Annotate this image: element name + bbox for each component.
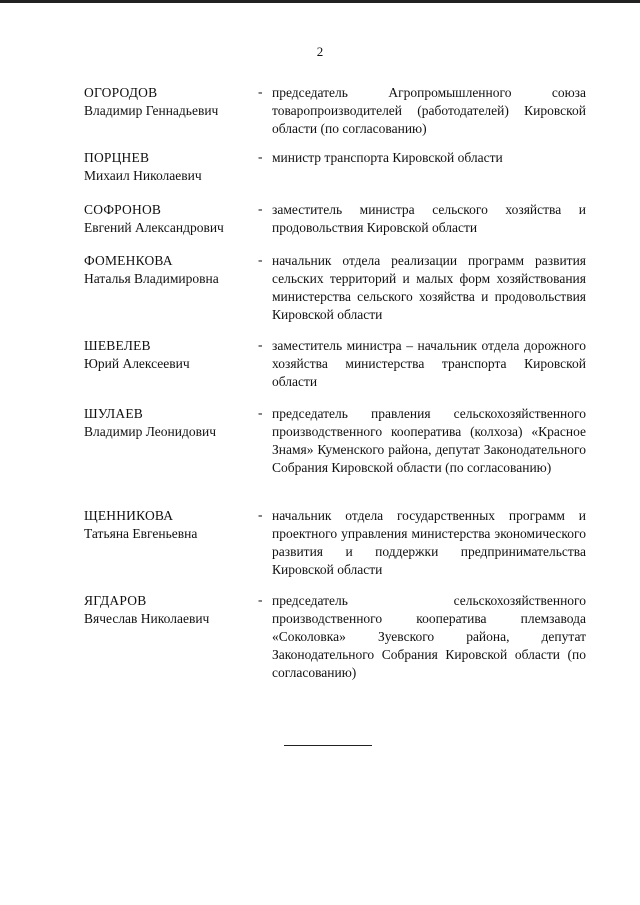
- member-name: [84, 592, 254, 628]
- separator-dash: -: [258, 149, 263, 164]
- closing-rule: [284, 745, 372, 746]
- member-role: заместитель министра – начальник отдела дорожного хозяйства министерства транспорта Кировской области: [272, 338, 586, 389]
- member-given-name: Юрий Алексеевич: [84, 356, 190, 371]
- member-role: председатель Агропромышленного союза товаропроизводителей (работодателей) Кировской области (по согласованию): [272, 85, 586, 136]
- member-role: начальник отдела реализации программ развития сельских территорий и малых форм хозяйствования министерства сельского хозяйства и продовольствия Кировской области: [272, 253, 586, 322]
- member-name: [84, 149, 254, 185]
- member-surname: ЩЕННИКОВА: [84, 508, 174, 523]
- top-border-rule: [0, 0, 640, 3]
- separator-dash: -: [258, 507, 263, 522]
- member-given-name: Владимир Геннадьевич: [84, 103, 219, 118]
- member-role: начальник отдела государственных программ и проектного управления министерства экономического развития и поддержки предпринимательства Кировской области: [272, 508, 586, 577]
- member-name: [84, 252, 254, 288]
- member-name: [84, 405, 254, 441]
- separator-dash: -: [258, 201, 263, 216]
- member-surname: ОГОРОДОВ: [84, 85, 158, 100]
- member-given-name: Татьяна Евгеньевна: [84, 526, 198, 541]
- member-role: председатель сельскохозяйственного производственного кооператива племзавода «Соколовка» Зуевского района, депутат Законодательного Собрания Кировской области (по согласованию): [272, 593, 586, 680]
- member-surname: ЯГДАРОВ: [84, 593, 147, 608]
- member-given-name: Владимир Леонидович: [84, 424, 216, 439]
- member-name: [84, 507, 254, 543]
- separator-dash: -: [258, 592, 263, 607]
- page-number: 2: [316, 44, 324, 59]
- member-name: [84, 84, 254, 120]
- member-given-name: Вячеслав Николаевич: [84, 611, 210, 626]
- member-surname: СОФРОНОВ: [84, 202, 162, 217]
- separator-dash: -: [258, 337, 263, 352]
- member-surname: ШЕВЕЛЕВ: [84, 338, 151, 353]
- member-name: [84, 201, 254, 237]
- member-role: министр транспорта Кировской области: [272, 150, 503, 165]
- member-role: заместитель министра сельского хозяйства и продовольствия Кировской области: [272, 202, 586, 235]
- member-name: [84, 337, 254, 373]
- member-given-name: Евгений Александрович: [84, 220, 224, 235]
- member-surname: ПОРЦНЕВ: [84, 150, 150, 165]
- separator-dash: -: [258, 405, 263, 420]
- member-role: председатель правления сельскохозяйственного производственного кооператива (колхоза) «Красное Знамя» Куменского района, депутат Законодательного Собрания Кировской области (по согласованию): [272, 406, 586, 475]
- separator-dash: -: [258, 252, 263, 267]
- member-given-name: Михаил Николаевич: [84, 168, 202, 183]
- member-given-name: Наталья Владимировна: [84, 271, 219, 286]
- member-surname: ШУЛАЕВ: [84, 406, 144, 421]
- separator-dash: -: [258, 84, 263, 99]
- member-surname: ФОМЕНКОВА: [84, 253, 173, 268]
